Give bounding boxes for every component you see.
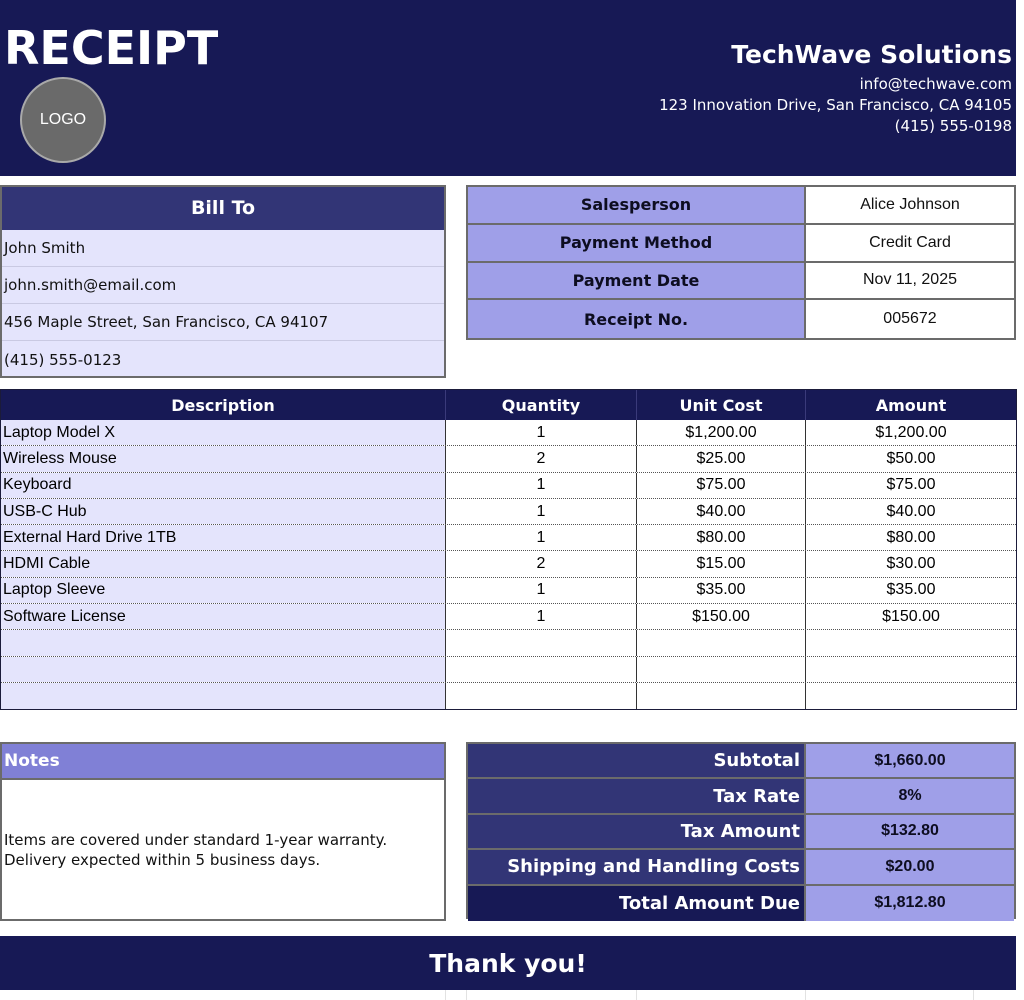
item-description[interactable] [1,630,446,655]
salesperson-label: Salesperson [468,187,806,223]
item-amount[interactable]: $40.00 [886,502,936,520]
item-unit-cost[interactable]: $15.00 [637,551,806,576]
item-unit-cost[interactable]: $75.00 [637,473,806,498]
notes-line-2: Delivery expected within 5 business days. [4,851,321,869]
notes-section [0,742,446,921]
item-quantity[interactable] [446,657,637,682]
table-row [1,499,1016,525]
header-description: Description [1,390,446,420]
info-row-receipt-no [468,300,1014,338]
bill-to-phone[interactable]: (415) 555-0123 [4,350,122,369]
salesperson-value[interactable]: Alice Johnson [806,187,1014,223]
table-row [1,473,1016,499]
item-unit-cost[interactable]: $25.00 [637,446,806,471]
tax-rate-label: Tax Rate [468,779,806,812]
logo-text: LOGO [39,111,87,128]
payment-date-label: Payment Date [468,263,806,299]
bill-to-email[interactable]: john.smith@email.com [2,267,444,304]
sheet-gridline [445,990,446,1000]
tax-amount-value[interactable]: $132.80 [806,815,1014,848]
item-amount[interactable]: $1,200.00 [875,423,947,441]
info-row-salesperson [468,187,1014,225]
notes-line-1: Items are covered under standard 1-year warranty. [4,831,388,849]
table-row [1,630,1016,656]
bill-to-address[interactable]: 456 Maple Street, San Francisco, CA 94107 [2,304,444,341]
totals-row-tax-amount [468,815,1014,850]
item-quantity[interactable]: 1 [446,420,637,445]
tax-amount-label: Tax Amount [468,815,806,848]
totals-row-subtotal [468,744,1014,779]
item-description[interactable] [1,683,446,709]
logo-placeholder [20,77,106,163]
shipping-label: Shipping and Handling Costs [468,850,806,883]
total-due-value[interactable]: $1,812.80 [806,886,1014,921]
items-table-body [1,420,1016,709]
header-unit-cost: Unit Cost [637,390,806,420]
totals-table [466,742,1016,919]
table-row [1,446,1016,472]
subtotal-value[interactable]: $1,660.00 [806,744,1014,777]
info-row-payment-method [468,225,1014,263]
item-description[interactable]: Laptop Model X [1,420,446,445]
subtotal-label: Subtotal [468,744,806,777]
item-amount[interactable] [806,630,1016,655]
item-amount[interactable]: $30.00 [886,555,936,573]
tax-rate-value[interactable]: 8% [806,779,1014,812]
payment-method-label: Payment Method [468,225,806,261]
receipt-info-table [466,185,1016,340]
item-unit-cost[interactable] [637,657,806,682]
notes-body[interactable] [2,780,444,870]
item-amount[interactable]: $80.00 [886,528,936,546]
item-quantity[interactable]: 1 [446,473,637,498]
item-description[interactable]: Keyboard [1,473,446,498]
total-due-label: Total Amount Due [468,886,806,921]
item-description[interactable] [1,657,446,682]
table-row [1,525,1016,551]
payment-date-value[interactable]: Nov 11, 2025 [806,263,1014,299]
item-quantity[interactable]: 1 [446,499,637,524]
sheet-gridline [805,990,806,1000]
item-unit-cost[interactable] [637,683,806,709]
item-description[interactable]: Wireless Mouse [1,446,446,471]
item-amount[interactable]: $150.00 [882,607,940,625]
item-quantity[interactable]: 2 [446,446,637,471]
totals-row-shipping [468,850,1014,885]
company-email: info@techwave.com [859,75,1012,93]
items-table [0,389,1017,710]
table-row [1,420,1016,446]
item-unit-cost[interactable]: $40.00 [637,499,806,524]
item-quantity[interactable] [446,630,637,655]
item-quantity[interactable]: 1 [446,525,637,550]
notes-heading: Notes [2,744,444,780]
item-unit-cost[interactable]: $150.00 [637,604,806,629]
receipt-no-label: Receipt No. [468,300,806,338]
bill-to-name[interactable]: John Smith [2,230,444,267]
item-description[interactable]: USB-C Hub [1,499,446,524]
table-row [1,683,1016,709]
item-quantity[interactable]: 1 [446,578,637,603]
item-quantity[interactable] [446,683,637,709]
payment-method-value[interactable]: Credit Card [806,225,1014,261]
company-phone: (415) 555-0198 [894,117,1012,135]
item-amount[interactable] [806,683,1016,709]
item-amount[interactable]: $50.00 [886,449,936,467]
item-unit-cost[interactable]: $35.00 [637,578,806,603]
item-quantity[interactable]: 1 [446,604,637,629]
receipt-no-value[interactable]: 005672 [806,300,1014,338]
item-unit-cost[interactable]: $1,200.00 [637,420,806,445]
item-quantity[interactable]: 2 [446,551,637,576]
bill-to-heading: Bill To [2,187,444,230]
item-amount[interactable]: $75.00 [886,476,936,494]
item-unit-cost[interactable] [637,630,806,655]
table-row [1,578,1016,604]
table-row [1,604,1016,630]
receipt-title: RECEIPT [4,21,219,75]
item-description[interactable]: Laptop Sleeve [1,578,446,603]
sheet-gridline [466,990,467,1000]
company-address: 123 Innovation Drive, San Francisco, CA 94105 [659,96,1012,114]
items-table-header [1,390,1016,420]
sheet-gridline [636,990,637,1000]
totals-row-tax-rate [468,779,1014,814]
totals-row-total-due [468,886,1014,921]
item-description[interactable]: Software License [1,604,446,629]
header-amount: Amount [875,395,947,415]
item-amount[interactable] [806,657,1016,682]
item-amount[interactable]: $35.00 [886,581,936,599]
table-row [1,657,1016,683]
table-row [1,551,1016,577]
info-row-payment-date [468,263,1014,301]
item-description[interactable]: External Hard Drive 1TB [1,525,446,550]
item-unit-cost[interactable]: $80.00 [637,525,806,550]
company-name: TechWave Solutions [731,40,1012,69]
sheet-gridline [973,990,974,1000]
bill-to-section [0,185,446,378]
shipping-value[interactable]: $20.00 [806,850,1014,883]
item-description[interactable]: HDMI Cable [1,551,446,576]
header-quantity: Quantity [446,390,637,420]
thank-you-banner: Thank you! [0,936,1016,990]
